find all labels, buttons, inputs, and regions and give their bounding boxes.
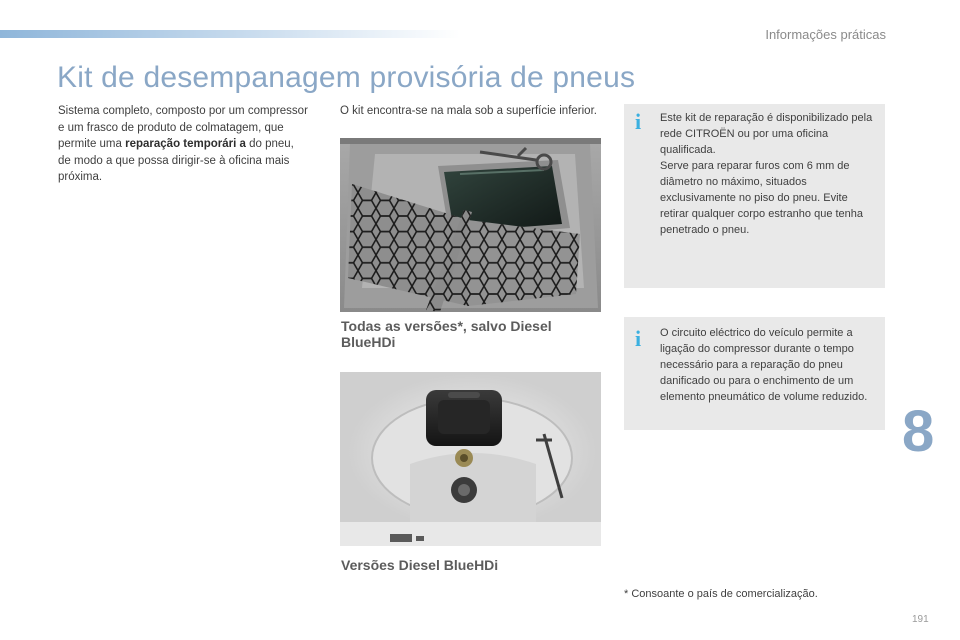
page-number: 191 [912,614,929,625]
info-icon: i [634,109,642,134]
info-note-text [660,325,878,405]
photo-caption-bluehdi: Versões Diesel BlueHDi [341,557,499,573]
section-label: Informações práticas [765,27,886,42]
photo-caption-standard: Todas as versões*, salvo Diesel BlueHDi [341,318,552,350]
info-note-paragraph: O circuito eléctrico do veículo permite a ligação do compressor durante o tempo necessário para a reparação do pneu danificado ou para o enchimento de um elemento pneumático de volume reduzido. [660,327,868,403]
trunk-kit-photo [340,138,601,312]
footnote: * Consoante o país de comercialização. [624,588,818,600]
page-title: Kit de desempanagem provisória de pneus [57,61,636,94]
wheel-well-illustration [340,372,601,546]
intro-text-bold: reparação temporári a [125,138,246,150]
info-icon: i [634,326,642,351]
intro-paragraph [58,103,308,186]
info-note-electrical [624,317,885,430]
intro-text-start: Sistema completo, composto por um compressor e um frasco de produto de colmatagem, que permite uma [58,105,308,150]
location-text: O kit encontra-se na mala sob a superfície inferior. [340,105,597,117]
info-note-paragraph: Serve para reparar furos com 6 mm de diâmetro no máximo, situados exclusivamente no piso do pneu. Evite retirar qualquer corpo estranho que tenha penetrado o pneu. [660,160,864,236]
chapter-number: 8 [902,399,935,464]
info-note-paragraph: Este kit de reparação é disponibilizado pela rede CITROËN ou por uma oficina qualificada. [660,112,873,156]
info-note-availability [624,104,885,288]
trunk-kit-illustration [340,138,601,312]
wheel-well-kit-photo [340,372,601,546]
header-accent-bar [0,30,460,38]
intro-text-end: do pneu, de modo a que possa dirigir-se à oficina mais próxima. [58,138,294,183]
info-note-text [660,110,878,238]
